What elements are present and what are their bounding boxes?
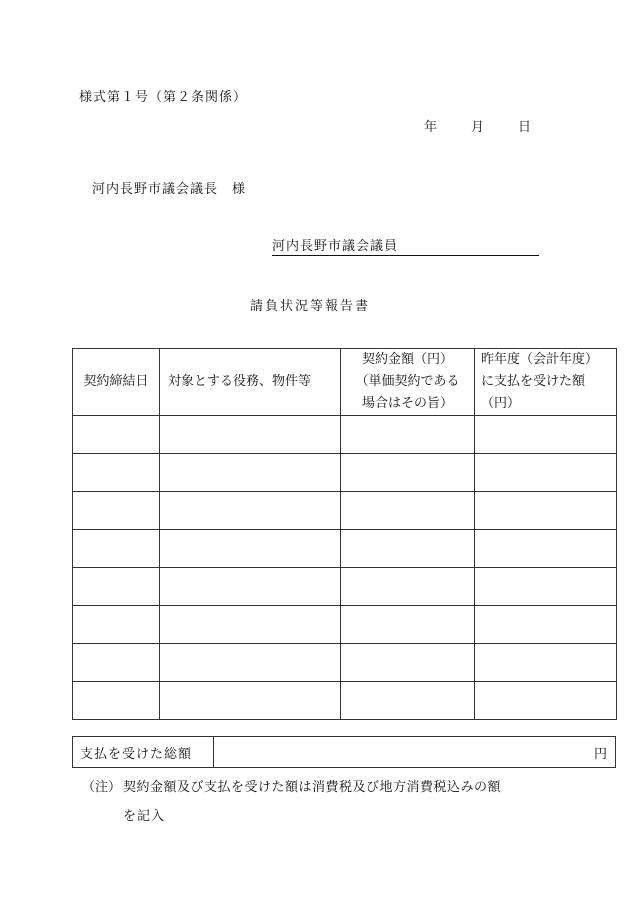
header-contract-amount: 契約金額（円） （単価契約である 場合はその旨） <box>341 349 475 416</box>
table-cell[interactable] <box>341 530 475 568</box>
table-cell[interactable] <box>475 682 617 720</box>
table-row <box>73 568 617 606</box>
table-cell[interactable] <box>475 454 617 492</box>
date-year: 年 <box>424 120 438 135</box>
table-cell[interactable] <box>73 492 160 530</box>
total-label: 支払を受けた総額 <box>73 737 214 768</box>
table-cell[interactable] <box>160 454 341 492</box>
date-line <box>424 116 531 135</box>
table-cell[interactable] <box>341 492 475 530</box>
addressee: 河内長野市議会議長 様 <box>92 182 247 197</box>
table-row <box>73 530 617 568</box>
table-cell[interactable] <box>475 492 617 530</box>
table-cell[interactable] <box>341 682 475 720</box>
table-cell[interactable] <box>160 606 341 644</box>
header-contract-date: 契約締結日 <box>73 349 160 416</box>
date-day: 日 <box>518 120 532 135</box>
table-cell[interactable] <box>73 568 160 606</box>
note-text-line2: を記入 <box>123 809 166 824</box>
header-last-year-paid: 昨年度（会計年度） に支払を受けた額 （円） <box>475 349 617 416</box>
table-cell[interactable] <box>160 492 341 530</box>
table-cell[interactable] <box>341 606 475 644</box>
table-row <box>73 416 617 454</box>
date-month: 月 <box>471 120 485 135</box>
note-mark: （注） <box>82 780 122 795</box>
table-cell[interactable] <box>475 644 617 682</box>
table-cell[interactable] <box>341 454 475 492</box>
table-cell[interactable] <box>341 644 475 682</box>
table-cell[interactable] <box>160 416 341 454</box>
table-cell[interactable] <box>73 644 160 682</box>
total-row <box>73 737 616 768</box>
table-cell[interactable] <box>475 606 617 644</box>
table-cell[interactable] <box>160 568 341 606</box>
total-amount-field[interactable] <box>214 737 616 768</box>
table-cell[interactable] <box>341 416 475 454</box>
table-cell[interactable] <box>475 416 617 454</box>
table-row <box>73 644 617 682</box>
table-cell[interactable] <box>73 416 160 454</box>
table-cell[interactable] <box>73 530 160 568</box>
table-row <box>73 682 617 720</box>
table-row <box>73 606 617 644</box>
table-cell[interactable] <box>160 530 341 568</box>
total-table <box>72 736 616 768</box>
table-cell[interactable] <box>475 568 617 606</box>
council-member-line: 河内長野市議会議員 <box>272 235 539 256</box>
note-text-line1: 契約金額及び支払を受けた額は消費税及び地方消費税込みの額 <box>123 780 502 795</box>
table-cell[interactable] <box>73 454 160 492</box>
total-unit: 円 <box>593 746 607 762</box>
table-header-row <box>73 349 617 416</box>
table-cell[interactable] <box>341 568 475 606</box>
header-target-items: 対象とする役務、物件等 <box>160 349 341 416</box>
table-cell[interactable] <box>73 606 160 644</box>
table-row <box>73 454 617 492</box>
table-cell[interactable] <box>160 682 341 720</box>
report-table <box>72 348 617 720</box>
table-cell[interactable] <box>160 644 341 682</box>
table-row <box>73 492 617 530</box>
form-number: 様式第１号（第２条関係） <box>79 90 248 105</box>
document-title: 請負状況等報告書 <box>250 299 371 314</box>
table-cell[interactable] <box>73 682 160 720</box>
table-cell[interactable] <box>475 530 617 568</box>
